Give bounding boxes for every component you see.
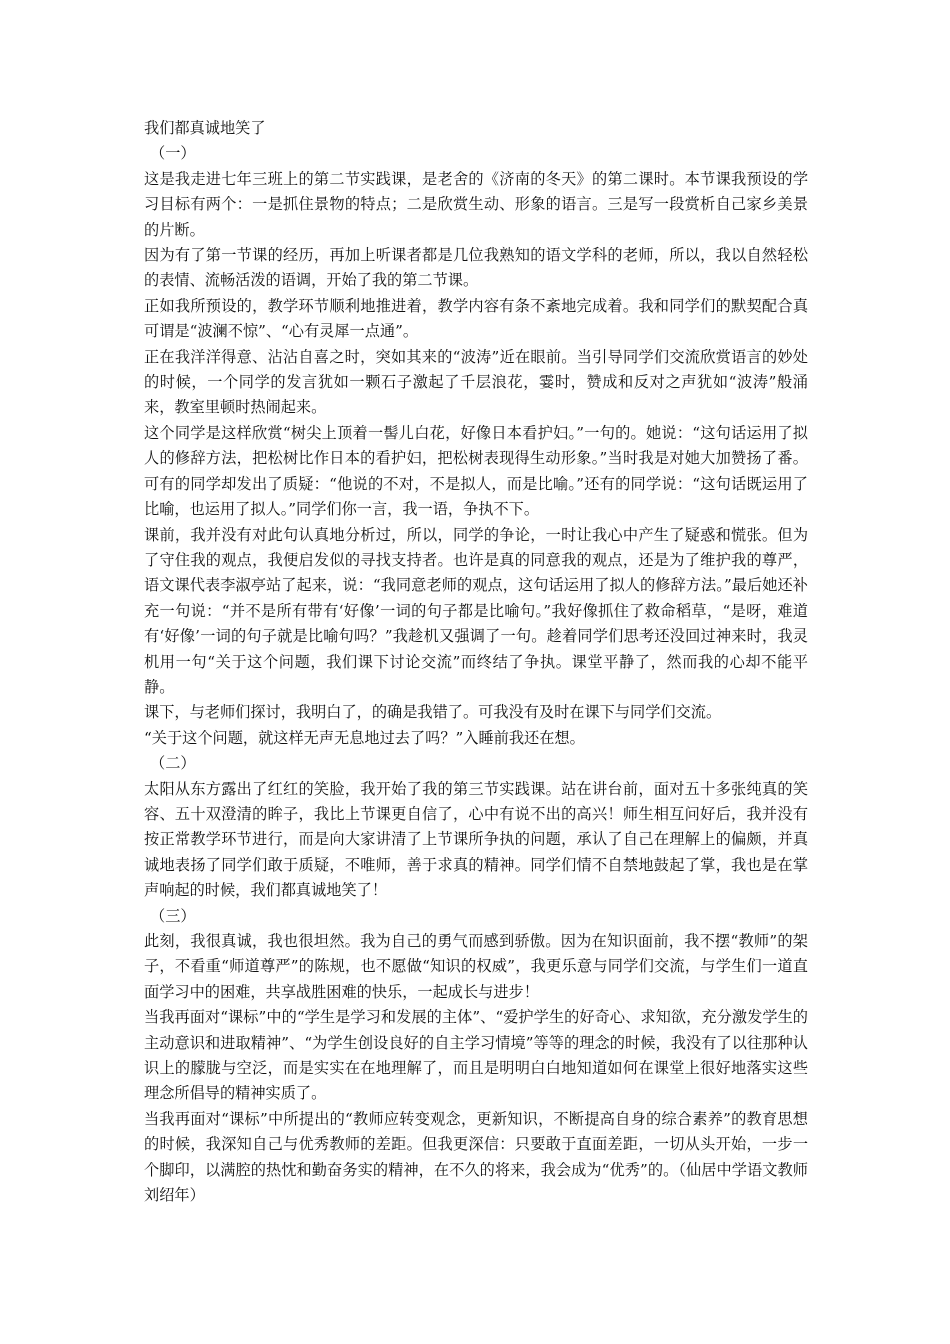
paragraph: 太阳从东方露出了红红的笑脸，我开始了我的第三节实践课。站在讲台前，面对五十多张纯真的笑容、五十双澄清的眸子，我比上节课更自信了，心中有说不出的高兴！师生相互问好后，我并没有按正常教学环节进行，而是向大家讲清了上节课所争执的问题，承认了自己在理解上的偏颇，并真诚地表扬了同学们敢于质疑，不唯师，善于求真的精神。同学们情不自禁地鼓起了掌，我也是在掌声响起的时候，我们都真诚地笑了！ [144,779,808,900]
paragraph: 正如我所预设的，教学环节顺利地推进着，教学内容有条不紊地完成着。我和同学们的默契配合真可谓是“波澜不惊”、“心有灵犀一点通”。 [144,296,808,341]
section-marker-3: （三） [150,906,196,925]
paragraph: 正在我洋洋得意、沾沾自喜之时，突如其来的“波涛”近在眼前。当引导同学们交流欣赏语言的妙处的时候，一个同学的发言犹如一颗石子激起了千层浪花，霎时，赞成和反对之声犹如“波涛”般涌来，教室里顿时热闹起来。 [144,347,808,417]
paragraph: 因为有了第一节课的经历，再加上听课者都是几位我熟知的语文学科的老师，所以，我以自然轻松的表情、流畅活泼的语调，开始了我的第二节课。 [144,246,808,290]
paragraph: 这个同学是这样欣赏“树尖上顶着一髻儿白花，好像日本看护妇。”一句的。她说：“这句话运用了拟人的修辞方法，把松树比作日本的看护妇，把松树表现得生动形象。”当时我是对她大加赞扬了番。可有的同学却发出了质疑：“他说的不对，不是拟人，而是比喻。”还有的同学说：“这句话既运用了比喻，也运用了拟人。”同学们你一言，我一语，争执不下。 [144,423,808,519]
paragraph: 此刻，我很真诚，我也很坦然。我为自己的勇气而感到骄傲。因为在知识面前，我不摆“教师”的架子，不看重“师道尊严”的陈规，也不愿做“知识的权威”，我更乐意与同学们交流，与学生们一道直面学习中的困难，共享战胜困难的快乐，一起成长与进步！ [144,932,808,1001]
document-body [144,116,808,1208]
document-title: 我们都真诚地笑了 [144,119,266,137]
paragraph: 这是我走进七年三班上的第二节实践课，是老舍的《济南的冬天》的第二课时。本节课我预设的学习目标有两个：一是抓住景物的特点；二是欣赏生动、形象的语言。三是写一段赏析自己家乡美景的片断。 [144,169,808,239]
paragraph: “关于这个问题，就这样无声无息地过去了吗？”入睡前我还在想。 [144,728,585,747]
paragraph: 当我再面对“课标”中的“学生是学习和发展的主体”、“爱护学生的好奇心、求知欲，充分激发学生的主动意识和进取精神”、“为学生创设良好的自主学习情境”等等的理念的时候，我没有了以往那种认识上的朦胧与空泛，而是实实在在地理解了，而且是明明白白地知道如何在课堂上很好地落实这些理念所倡导的精神实质了。 [144,1008,808,1103]
paragraph: 课下，与老师们探讨，我明白了，的确是我错了。可我没有及时在课下与同学们交流。 [144,703,722,722]
paragraph: 课前，我并没有对此句认真地分析过，所以，同学的争论，一时让我心中产生了疑惑和慌张。但为了守住我的观点，我便启发似的寻找支持者。也许是真的同意我的观点，还是为了维护我的尊严，语文课代表李淑亭站了起来，说：“我同意老师的观点，这句话运用了拟人的修辞方法。”最后她还补充一句说：“并不是所有带有‘好像’一词的句子都是比喻句。”我好像抓住了救命稻草，“是呀，难道有‘好像’一词的句子就是比喻句吗？”我趁机又强调了一句。趁着同学们思考还没回过神来时，我灵机用一句“关于这个问题，我们课下讨论交流”而终结了争执。课堂平静了，然而我的心却不能平静。 [144,525,808,696]
section-marker-2: （二） [150,754,196,773]
paragraph: 当我再面对“课标”中所提出的“教师应转变观念，更新知识，不断提高自身的综合素养”的教育思想的时候，我深知自己与优秀教师的差距。但我更深信：只要敢于直面差距，一切从头开始，一步一个脚印，以满腔的热忱和勤奋务实的精神，在不久的将来，我会成为“优秀”的。（仙居中学语文教师 刘绍年） [144,1109,808,1205]
section-marker-1: （一） [150,144,196,163]
